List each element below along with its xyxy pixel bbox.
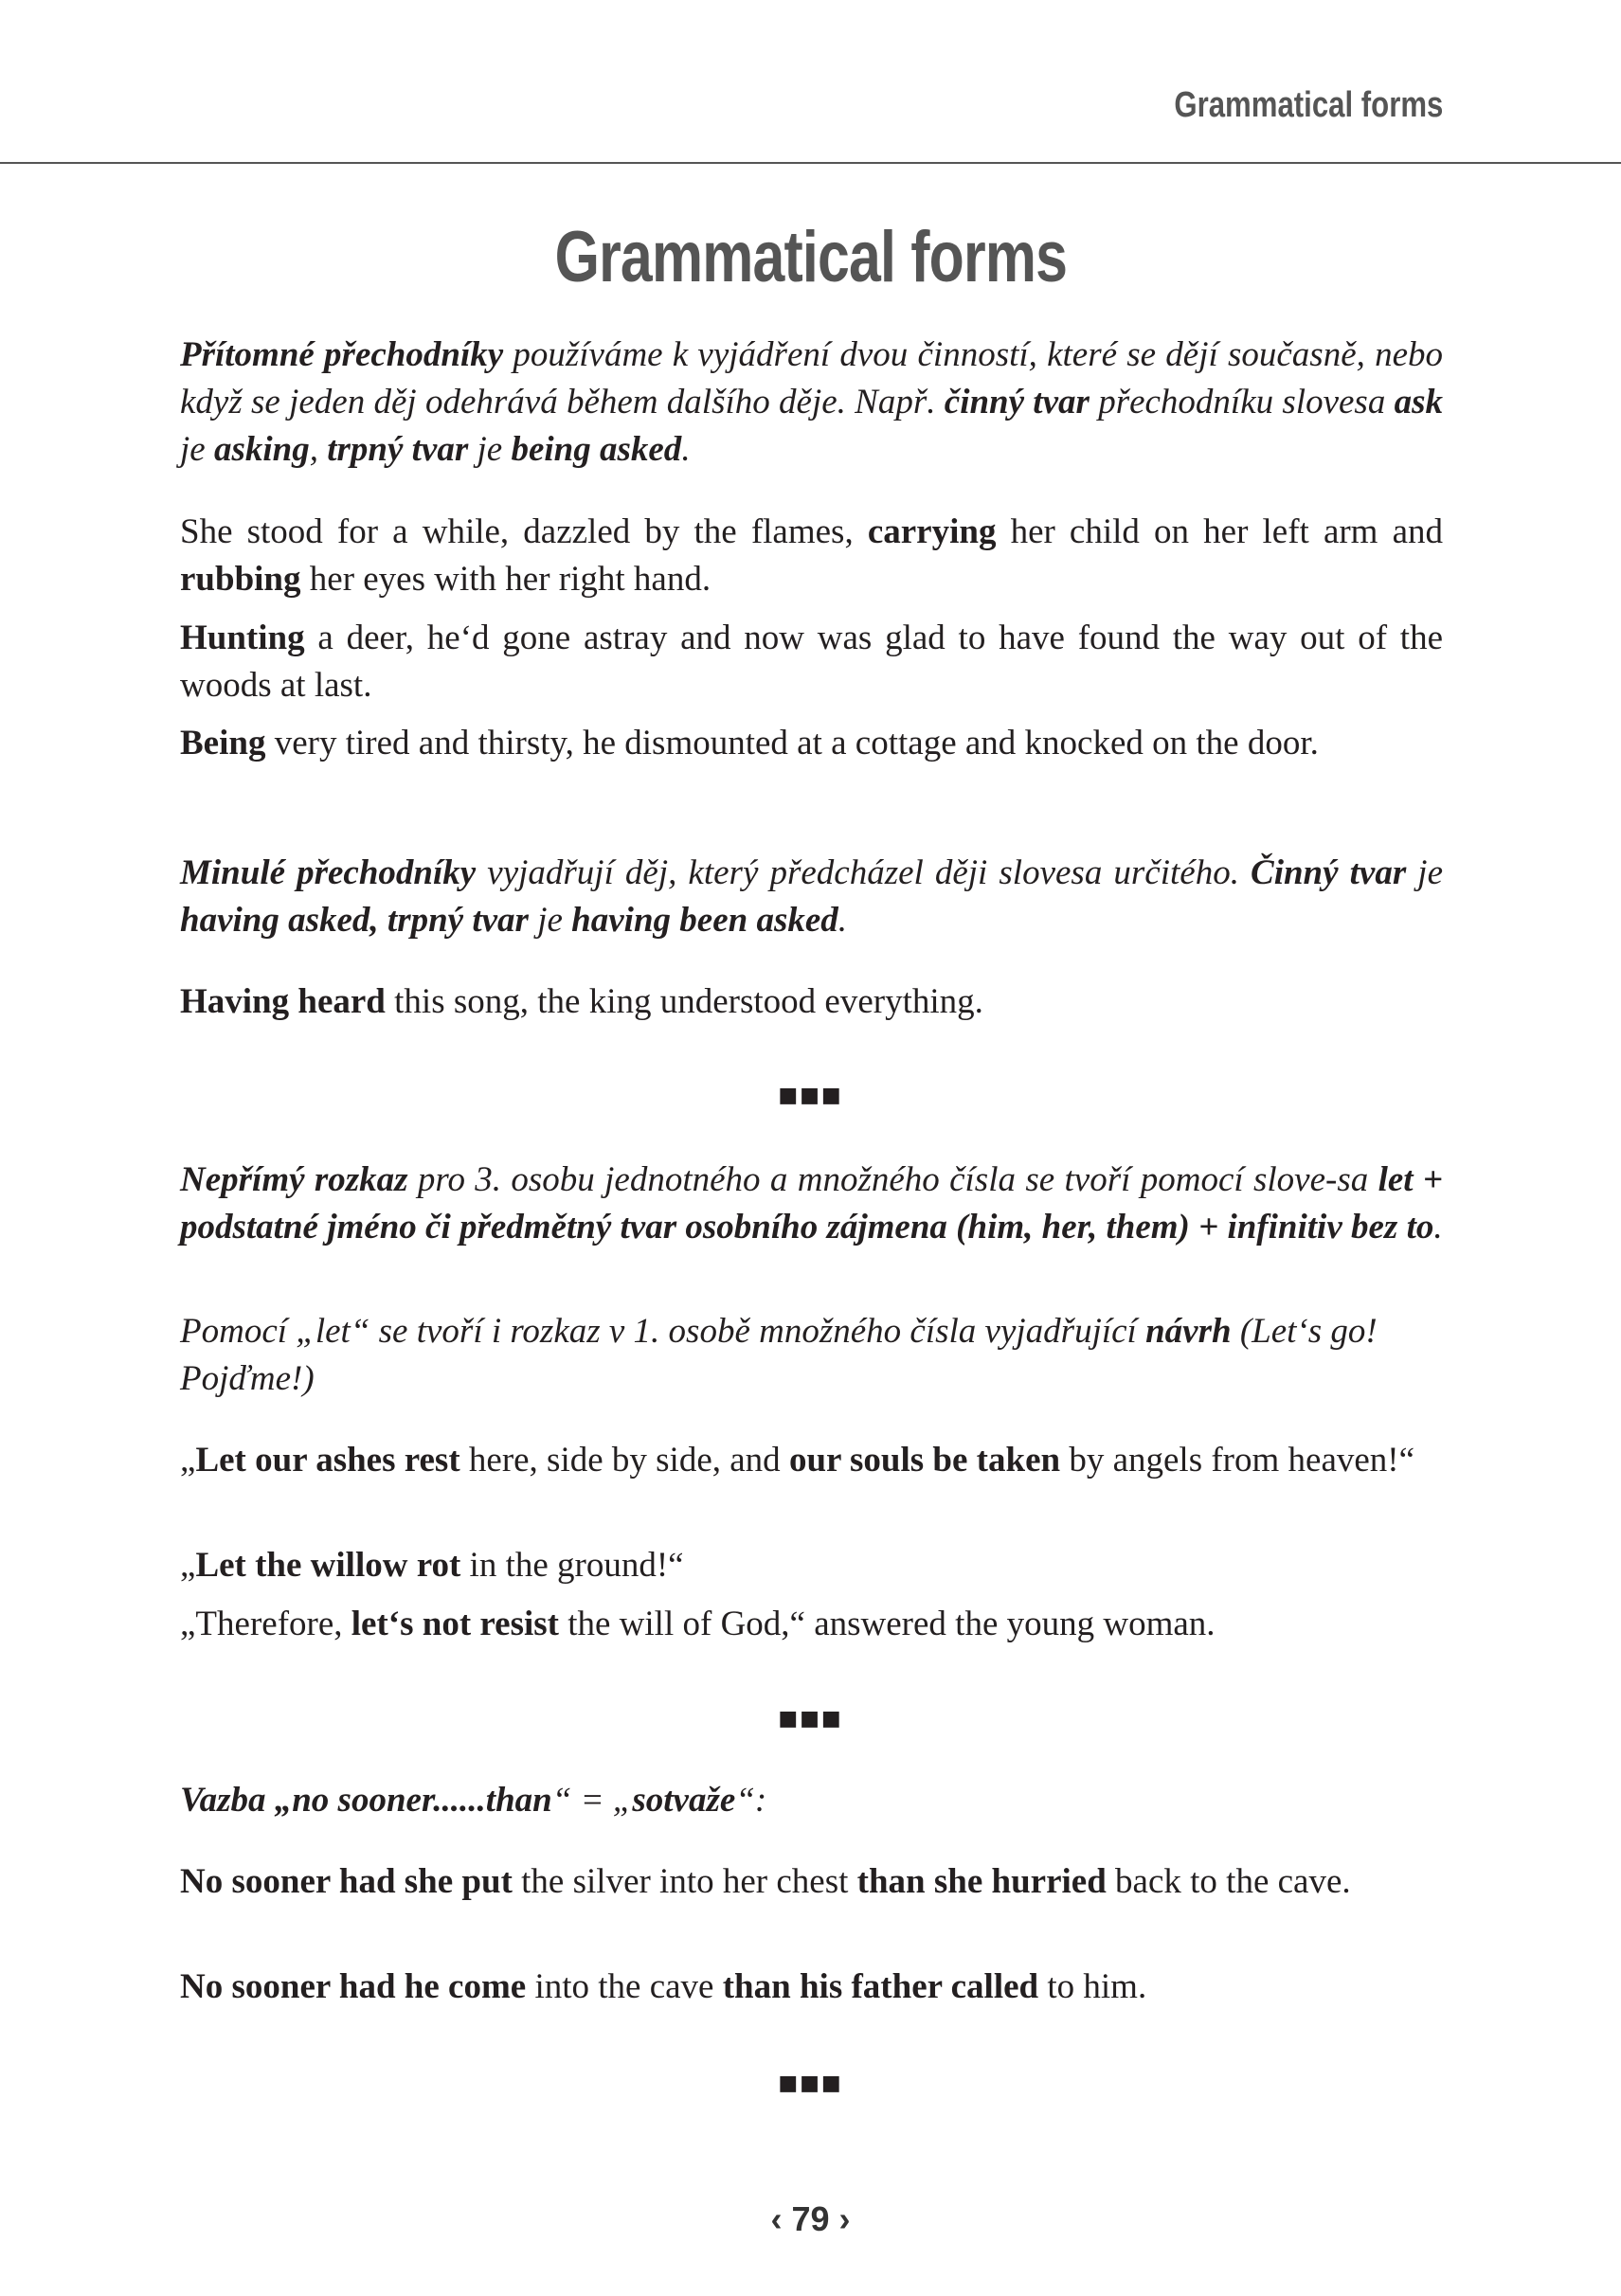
text-run: She stood for a while, dazzled by the flames,: [180, 512, 868, 551]
text-run: sotvaže: [632, 1781, 736, 1820]
paragraph: [180, 1308, 1443, 1403]
text-run: let + podstatné jméno či předmětný tvar osobního zájmena (him, her, them) + infinitiv bez to: [180, 1160, 1443, 1247]
text-run: rubbing: [180, 560, 301, 599]
text-run: by angels from heaven!“: [1060, 1441, 1415, 1480]
text-run: back to the cave.: [1106, 1862, 1351, 1901]
paragraph: [180, 720, 1443, 767]
text-run: je: [1406, 853, 1443, 892]
text-run: Vazba „no sooner......than: [180, 1781, 552, 1820]
text-run: Pomocí „let“ se tvoří i rozkaz v 1. osobě množného čísla vyjadřující: [180, 1312, 1146, 1351]
text-run: Činný tvar: [1251, 853, 1407, 892]
paragraph: [180, 1437, 1443, 1484]
text-run: je: [528, 901, 572, 940]
text-run: the will of God,“ answered the young woman.: [558, 1605, 1216, 1643]
text-run: asking: [213, 430, 310, 469]
text-run: Being: [180, 724, 266, 762]
section-separator: ■■■: [778, 2072, 843, 2095]
paragraph: [180, 978, 1443, 1026]
paragraph: [180, 850, 1443, 944]
header-rule: [0, 162, 1621, 164]
paragraph: [180, 1157, 1443, 1251]
text-run: činný tvar: [944, 383, 1090, 422]
paragraph: [180, 1777, 1443, 1824]
text-run: .: [838, 901, 848, 940]
paragraph: [180, 332, 1443, 474]
text-run: .: [681, 430, 691, 469]
text-run: „: [180, 1441, 196, 1480]
text-run: ,: [309, 430, 328, 469]
text-run: Přítomné přechodníky: [180, 335, 504, 374]
text-run: let‘s not resist: [351, 1605, 559, 1643]
text-run: No sooner had she put: [180, 1862, 513, 1901]
text-run: používáme k vyjádření dvou činností, které se dějí současně, nebo když se jeden děj odehrává během dalšího děje. Např.: [180, 335, 1443, 422]
paragraph: [180, 509, 1443, 603]
text-run: “:: [735, 1781, 767, 1820]
paragraph: [180, 615, 1443, 709]
text-run: Minulé přechodníky: [180, 853, 477, 892]
text-run: very tired and thirsty, he dismounted at a cottage and knocked on the door.: [265, 724, 1319, 762]
text-run: the silver into her chest: [512, 1862, 857, 1901]
running-header: Grammatical forms: [1173, 85, 1443, 125]
text-run: Nepřímý rozkaz: [180, 1160, 408, 1199]
text-run: into the cave: [526, 1967, 723, 2006]
text-run: this song, the king understood everything.: [385, 982, 983, 1021]
page-title: [0, 216, 1621, 298]
text-run: “ = „: [551, 1781, 633, 1820]
text-run: ask: [1394, 383, 1443, 422]
text-run: a deer, he‘d gone astray and now was glad to have found the way out of the woods at last.: [180, 619, 1443, 705]
text-run: „: [180, 1546, 196, 1585]
section-separator: ■■■: [778, 1084, 843, 1107]
text-run: our souls be taken: [788, 1441, 1061, 1480]
text-run: Let our ashes rest: [195, 1441, 460, 1480]
text-run: having been asked: [571, 901, 838, 940]
text-run: je: [468, 430, 512, 469]
text-run: No sooner had he come: [180, 1967, 527, 2006]
paragraph: [180, 1542, 1443, 1589]
text-run: přechodníku slovesa: [1089, 383, 1395, 422]
text-run: here, side by side, and: [459, 1441, 789, 1480]
text-run: trpný tvar: [327, 430, 469, 469]
text-run: than she hurried: [856, 1862, 1107, 1901]
page-title-text: Grammatical forms: [554, 217, 1067, 297]
text-run: Let the willow rot: [195, 1546, 461, 1585]
text-run: vyjadřují děj, který předcházel ději slovesa určitého.: [476, 853, 1252, 892]
text-run: Having heard: [180, 982, 386, 1021]
page-number: ‹ 79 ›: [770, 2199, 851, 2238]
text-run: .: [1433, 1208, 1443, 1247]
text-run: her eyes with her right hand.: [300, 560, 711, 599]
text-run: to him.: [1038, 1967, 1147, 2006]
text-run: her child on her left arm and: [996, 512, 1444, 551]
paragraph: [180, 1601, 1443, 1648]
paragraph: [180, 1858, 1443, 1906]
section-separator: ■■■: [778, 1707, 843, 1731]
text-run: being asked: [511, 430, 682, 469]
text-run: carrying: [867, 512, 997, 551]
text-run: Hunting: [180, 619, 305, 657]
paragraph: [180, 1964, 1443, 2011]
text-run: návrh: [1145, 1312, 1232, 1351]
text-run: than his father called: [722, 1967, 1039, 2006]
text-run: (Let‘s go! Pojďme!): [180, 1312, 1378, 1398]
text-run: „Therefore,: [180, 1605, 351, 1643]
text-run: je: [180, 430, 214, 469]
text-run: having asked, trpný tvar: [180, 901, 529, 940]
text-run: in the ground!“: [460, 1546, 684, 1585]
text-run: pro 3. osobu jednotného a množného čísla se tvoří pomocí slove-sa: [407, 1160, 1378, 1199]
